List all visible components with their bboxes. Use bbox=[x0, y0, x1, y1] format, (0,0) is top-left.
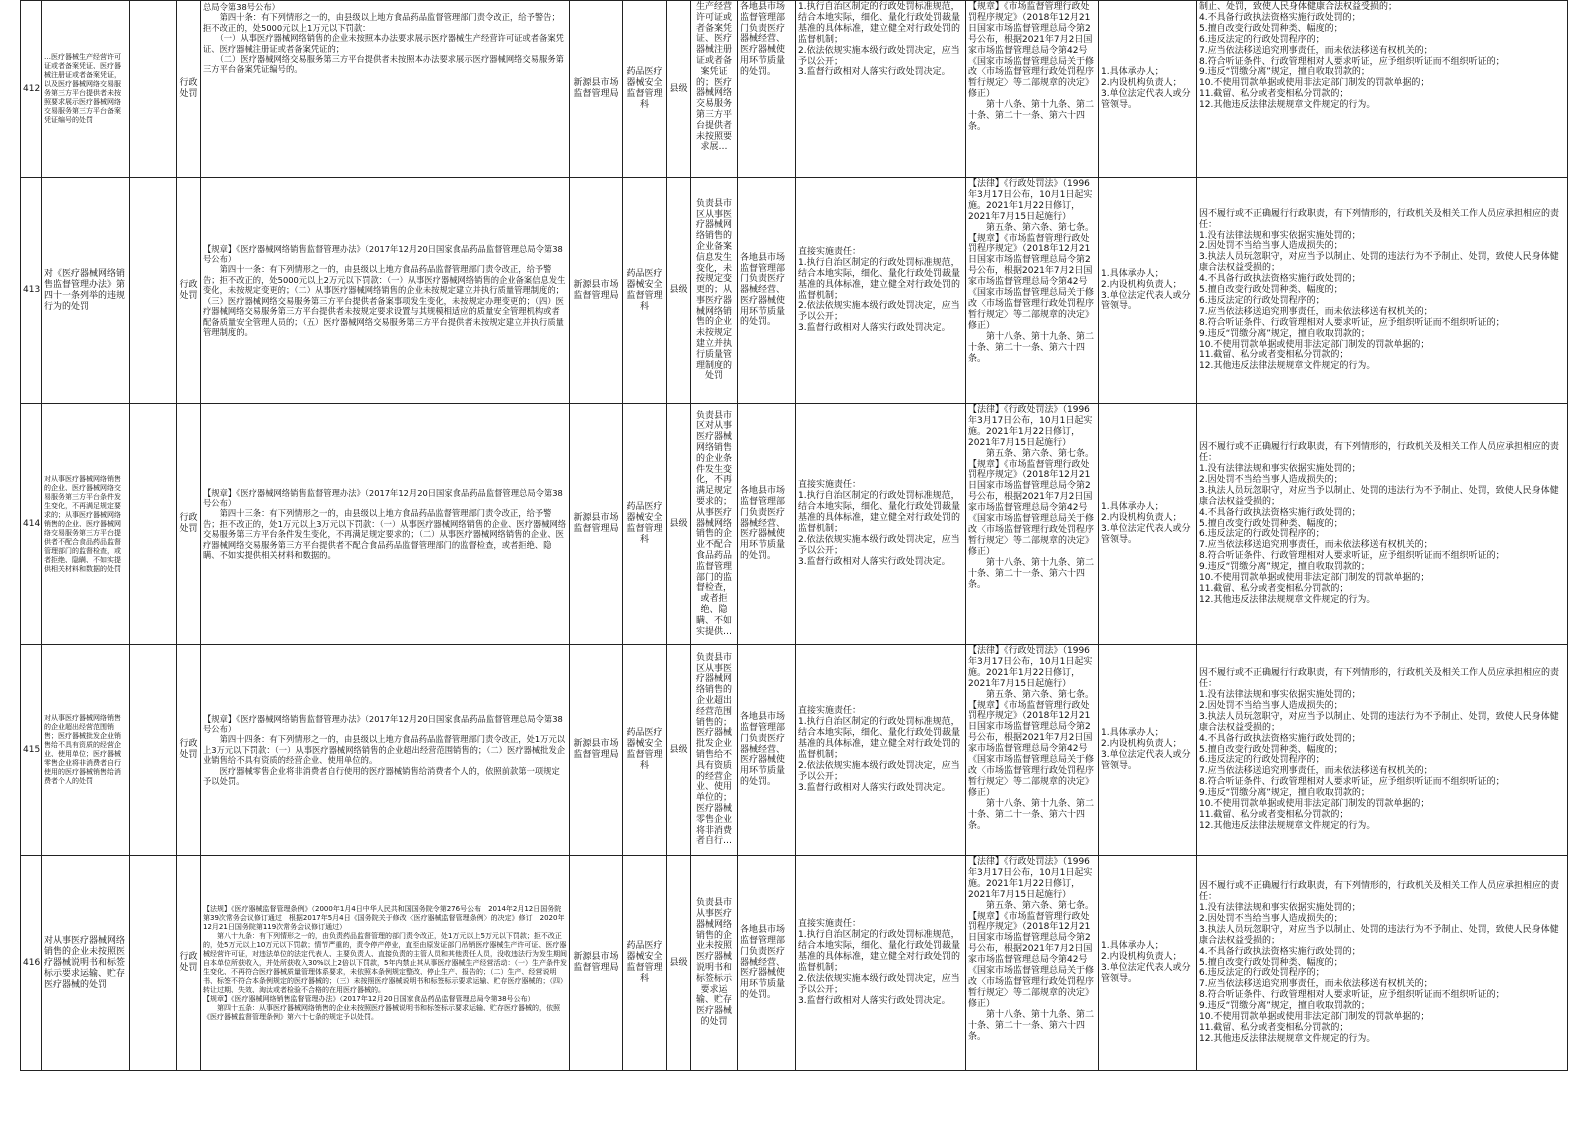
law-basis: 【法律】《行政处罚法》（1996年3月17日公布，10月1日起实施。2021年1月22日修订，2021年7月15日起施行） 第五条、第六条、第七条。 【规章】《市场监督管理行政处罚程序规定》（2018年12月21日国家市场监督管理总局令第2号公布，根据2021年7月2日国家市场监督管理总局令第42号《国家市场监督管理总局关于修改〈市场监督管理行政处罚程序暂行规定〉等二部规章的决定》修正） 第十八条、第十九条、第二十条、第二十一条、第六十四条。 bbox=[966, 856, 1099, 1071]
empty-cell bbox=[130, 645, 177, 856]
level: 县级 bbox=[667, 645, 691, 856]
department: 新源县市场监督管理局 bbox=[570, 404, 623, 645]
item-name: 对《医疗器械网络销售监督管理办法》第四十一条列举的违规行为的处罚 bbox=[42, 178, 130, 404]
sub-department: 药品医疗器械安全监督管理科 bbox=[623, 178, 667, 404]
row-number: 416 bbox=[21, 856, 42, 1071]
responsibility-scope: 负责县市从事医疗器械网络销售的企业未按照医疗器械说明书和标签标示要求运输、贮存医疗器械的处罚 bbox=[691, 856, 738, 1071]
legal-basis: 【规章】《医疗器械网络销售监督管理办法》（2017年12月20日国家食品药品监督管理总局令第38号公布） 第四十一条：有下列情形之一的，由县级以上地方食品药品监督管理部门责令改正，给予警告；拒不改正的，处5000元以上2万元以下罚款：（一）从事医疗器械网络销售的企业备案信息发生变化，未按规定变更的；（二）从事医疗器械网络销售的企业未按规定建立并执行质量管理制度的；（三）医疗器械网络交易服务第三方平台提供者备案事项发生变化，未按规定办理变更的；（四）医疗器械网络交易服务第三方平台提供者未按规定要求设置与其规模相适应的质量安全管理机构或者配备质量安全管理人员的；（五）医疗器械网络交易服务第三方平台提供者未按规定建立并执行质量管理制度的。 bbox=[201, 178, 570, 404]
table-row bbox=[21, 178, 1568, 404]
implementing-body: 各地县市场监督管理部门负责医疗器械经营、医疗器械使用环节质量的处罚。 bbox=[738, 856, 796, 1071]
sub-department: 药品医疗器械安全监督管理科 bbox=[623, 404, 667, 645]
responsible-persons: 1.具体承办人； 2.内设机构负责人； 3.单位法定代表人或分管领导。 bbox=[1099, 178, 1197, 404]
accountability-clauses: 因不履行或不正确履行行政职责，有下列情形的，行政机关及相关工作人员应承担相应的责任： 1.没有法律法规和事实依据实施处罚的； 2.因处罚不当给当事人造成损失的； 3.执法人员玩忽职守，对应当予以制止、处罚的违法行为不予制止、处罚，致使人民身体健康合法权益受损的； 4.不具备行政执法资格实施行政处罚的； 5.擅自改变行政处罚种类、幅度的； 6.违反法定的行政处罚程序的； 7.应当依法移送追究刑事责任，而未依法移送有权机关的； 8.符合听证条件、行政管理相对人要求听证，应予组织听证而不组织听证的； 9.违反“罚缴分离”规定，擅自收取罚款的； 10.不使用罚款单据或使用非法定部门制发的罚款单据的； 11.截留、私分或者变相私分罚款的； 12.其他违反法律法规规章文件规定的行为。 bbox=[1197, 178, 1568, 404]
sub-department: 药品医疗器械安全监督管理科 bbox=[623, 1, 667, 178]
responsibility-table bbox=[20, 0, 1568, 1071]
level: 县级 bbox=[667, 856, 691, 1071]
table-row bbox=[21, 1, 1568, 178]
empty-cell bbox=[130, 178, 177, 404]
direct-responsibility: 直接实施责任： 1.执行自治区制定的行政处罚标准规范，结合本地实际，细化、量化行政处罚裁量基准的具体标准，建立健全对行政处罚的监督机制； 2.依法依规实施本级行政处罚决定，应当予以公开； 3.监督行政相对人落实行政处罚决定。 bbox=[796, 856, 966, 1071]
department: 新源县市场监督管理局 bbox=[570, 645, 623, 856]
row-number: 415 bbox=[21, 645, 42, 856]
direct-responsibility: 直接实施责任： 1.执行自治区制定的行政处罚标准规范，结合本地实际，细化、量化行政处罚裁量基准的具体标准，建立健全对行政处罚的监督机制； 2.依法依规实施本级行政处罚决定，应当予以公开； 3.监督行政相对人落实行政处罚决定。 bbox=[796, 645, 966, 856]
level: 县级 bbox=[667, 1, 691, 178]
item-name: 对从事医疗器械网络销售的企业、医疗器械网络交易服务第三方平台条件发生变化，不再满足规定要求的；从事医疗器械网络销售的企业、医疗器械网络交易服务第三方平台提供者不配合食品药品监督管理部门的监督检查，或者拒绝、隐瞒、不如实提供相关材料和数据的处罚 bbox=[42, 404, 130, 645]
item-name: 对从事医疗器械网络销售的企业未按照医疗器械说明书和标签标示要求运输、贮存医疗器械的处罚 bbox=[42, 856, 130, 1071]
law-basis: 【规章】《市场监督管理行政处罚程序规定》（2018年12月21日国家市场监督管理总局令第2号公布，根据2021年7月2日国家市场监督管理总局令第42号《国家市场监督管理总局关于修改〈市场监督管理行政处罚程序暂行规定〉等二部规章的决定》修正） 第十八条、第十九条、第二十条、第二十一条、第六十四条。 bbox=[966, 1, 1099, 178]
empty-cell bbox=[130, 404, 177, 645]
implementing-body: 各地县市场监督管理部门负责医疗器械经营、医疗器械使用环节质量的处罚。 bbox=[738, 645, 796, 856]
table-row bbox=[21, 404, 1568, 645]
item-type: 行政处罚 bbox=[177, 856, 201, 1071]
legal-basis: 【规章】《医疗器械网络销售监督管理办法》（2017年12月20日国家食品药品监督管理总局令第38号公布） 第四十四条：有下列情形之一的，由县级以上地方食品药品监督管理部门责令改正，处1万元以上3万元以下罚款：（一）从事医疗器械网络销售的企业超出经营范围销售的；（二）医疗器械批发企业销售给不具有资质的经营企业、使用单位的。 医疗器械零售企业将非消费者自行使用的医疗器械销售给消费者个人的，依照前款第一项规定予以处罚。 bbox=[201, 645, 570, 856]
sub-department: 药品医疗器械安全监督管理科 bbox=[623, 856, 667, 1071]
law-basis: 【法律】《行政处罚法》（1996年3月17日公布，10月1日起实施。2021年1月22日修订，2021年7月15日起施行） 第五条、第六条、第七条。 【规章】《市场监督管理行政处罚程序规定》（2018年12月21日国家市场监督管理总局令第2号公布，根据2021年7月2日国家市场监督管理总局令第42号《国家市场监督管理总局关于修改〈市场监督管理行政处罚程序暂行规定〉等二部规章的决定》修正） 第十八条、第十九条、第二十条、第二十一条、第六十四条。 bbox=[966, 178, 1099, 404]
responsibility-scope: 负责县市区从事医疗器械网络销售的企业超出经营范围销售的；医疗器械批发企业销售给不具有资质的经营企业、使用单位的；医疗器械零售企业将非消费者自行… bbox=[691, 645, 738, 856]
responsible-persons: 1.具体承办人； 2.内设机构负责人； 3.单位法定代表人或分管领导。 bbox=[1099, 645, 1197, 856]
responsibility-scope: 生产经营许可证或者备案凭证、医疗器械注册证或者备案凭证的；医疗器械网络交易服务第三方平台提供者未按照要求展… bbox=[691, 1, 738, 178]
item-type: 行政处罚 bbox=[177, 178, 201, 404]
row-number: 414 bbox=[21, 404, 42, 645]
item-name: 对从事医疗器械网络销售的企业超出经营范围销售；医疗器械批发企业销售给不具有资质的经营企业、使用单位；医疗器械零售企业将非消费者自行使用的医疗器械销售给消费者个人的处罚 bbox=[42, 645, 130, 856]
item-type: 行政处罚 bbox=[177, 404, 201, 645]
department: 新源县市场监督管理局 bbox=[570, 178, 623, 404]
implementing-body: 各地县市场监督管理部门负责医疗器械经营、医疗器械使用环节质量的处罚。 bbox=[738, 178, 796, 404]
level: 县级 bbox=[667, 404, 691, 645]
empty-cell bbox=[130, 856, 177, 1071]
legal-basis: 总局令第38号公布） 第四十条：有下列情形之一的，由县级以上地方食品药品监督管理部门责令改正，给予警告；拒不改正的，处5000元以上1万元以下罚款： （一）从事医疗器械网络销售的企业未按照本办法要求展示医疗器械生产经营许可证或者备案凭证、医疗器械注册证或者备案凭证的； （二）医疗器械网络交易服务第三方平台提供者未按照本办法要求展示医疗器械网络交易服务第三方平台备案凭证编号的。 bbox=[201, 1, 570, 178]
responsible-persons: 1.具体承办人； 2.内设机构负责人； 3.单位法定代表人或分管领导。 bbox=[1099, 1, 1197, 178]
law-basis: 【法律】《行政处罚法》（1996年3月17日公布，10月1日起实施。2021年1月22日修订，2021年7月15日起施行） 第五条、第六条、第七条。 【规章】《市场监督管理行政处罚程序规定》（2018年12月21日国家市场监督管理总局令第2号公布，根据2021年7月2日国家市场监督管理总局令第42号《国家市场监督管理总局关于修改〈市场监督管理行政处罚程序暂行规定〉等二部规章的决定》修正） 第十八条、第十九条、第二十条、第二十一条、第六十四条。 bbox=[966, 404, 1099, 645]
department: 新源县市场监督管理局 bbox=[570, 856, 623, 1071]
document-page bbox=[20, 0, 1567, 1071]
law-basis: 【法律】《行政处罚法》（1996年3月17日公布，10月1日起实施。2021年1月22日修订，2021年7月15日起施行） 第五条、第六条、第七条。 【规章】《市场监督管理行政处罚程序规定》（2018年12月21日国家市场监督管理总局令第2号公布，根据2021年7月2日国家市场监督管理总局令第42号《国家市场监督管理总局关于修改〈市场监督管理行政处罚程序暂行规定〉等二部规章的决定》修正） 第十八条、第十九条、第二十条、第二十一条、第六十四条。 bbox=[966, 645, 1099, 856]
responsible-persons: 1.具体承办人； 2.内设机构负责人； 3.单位法定代表人或分管领导。 bbox=[1099, 856, 1197, 1071]
responsible-persons: 1.具体承办人； 2.内设机构负责人； 3.单位法定代表人或分管领导。 bbox=[1099, 404, 1197, 645]
direct-responsibility: 直接实施责任： 1.执行自治区制定的行政处罚标准规范，结合本地实际，细化、量化行政处罚裁量基准的具体标准，建立健全对行政处罚的监督机制； 2.依法依规实施本级行政处罚决定，应当予以公开； 3.监督行政相对人落实行政处罚决定。 bbox=[796, 404, 966, 645]
direct-responsibility: 直接实施责任： 1.执行自治区制定的行政处罚标准规范，结合本地实际，细化、量化行政处罚裁量基准的具体标准，建立健全对行政处罚的监督机制； 2.依法依规实施本级行政处罚决定，应当予以公开； 3.监督行政相对人落实行政处罚决定。 bbox=[796, 178, 966, 404]
item-name: …医疗器械生产经营许可证或者备案凭证、医疗器械注册证或者备案凭证，以及医疗器械网络交易服务第三方平台提供者未按照要求展示医疗器械网络交易服务第三方平台备案凭证编号的处罚 bbox=[42, 1, 130, 178]
table-row bbox=[21, 645, 1568, 856]
table-row bbox=[21, 856, 1568, 1071]
row-number: 412 bbox=[21, 1, 42, 178]
department: 新源县市场监督管理局 bbox=[570, 1, 623, 178]
item-type: 行政处罚 bbox=[177, 1, 201, 178]
accountability-clauses: 制止、处罚，致使人民身体健康合法权益受损的； 4.不具备行政执法资格实施行政处罚的； 5.擅自改变行政处罚种类、幅度的； 6.违反法定的行政处罚程序的； 7.应当依法移送追究刑事责任，而未依法移送有权机关的； 8.符合听证条件、行政管理相对人要求听证，应予组织听证而不组织听证的； 9.违反“罚缴分离”规定，擅自收取罚款的； 10.不使用罚款单据或使用非法定部门制发的罚款单据的； 11.截留、私分或者变相私分罚款的； 12.其他违反法律法规规章文件规定的行为。 bbox=[1197, 1, 1568, 178]
item-type: 行政处罚 bbox=[177, 645, 201, 856]
legal-basis: 【法规】《医疗器械监督管理条例》（2000年1月4日中华人民共和国国务院令第276号公布 2014年2月12日国务院第39次常务会议修订通过 根据2017年5月4日《国务院关于修改〈医疗器械监督管理条例〉的决定》修订 2020年12月21日国务院第119次常务会议修订通过） 第八十九条：有下列情形之一的，由负责药品监督管理的部门责令改正，处1万元以上5万元以下罚款；拒不改正的，处5万元以上10万元以下罚款；情节严重的，责令停产停业，直至由原发证部门吊销医疗器械生产许可证、医疗器械经营许可证，对违法单位的法定代表人、主要负责人、直接负责的主管人员和其他责任人员，没收违法行为发生期间自本单位所获收入，并处所获收入30%以上2倍以下罚款，5年内禁止其从事医疗器械生产经营活动：（一）生产条件发生变化、不再符合医疗器械质量管理体系要求，未依照本条例规定整改、停止生产、报告的；（二）生产、经营说明书、标签不符合本条例规定的医疗器械的；（三）未按照医疗器械说明书和标签标示要求运输、贮存医疗器械的；（四）转让过期、失效、淘汰或者检验不合格的在用医疗器械的。 【规章】《医疗器械网络销售监督管理办法》（2017年12月20日国家食品药品监督管理总局令第38号公布） 第四十五条：从事医疗器械网络销售的企业未按照医疗器械说明书和标签标示要求运输、贮存医疗器械的，依照《医疗器械监督管理条例》第六十七条的规定予以处罚。 bbox=[201, 856, 570, 1071]
accountability-clauses: 因不履行或不正确履行行政职责，有下列情形的，行政机关及相关工作人员应承担相应的责任： 1.没有法律法规和事实依据实施处罚的； 2.因处罚不当给当事人造成损失的； 3.执法人员玩忽职守，对应当予以制止、处罚的违法行为不予制止、处罚，致使人民身体健康合法权益受损的； 4.不具备行政执法资格实施行政处罚的； 5.擅自改变行政处罚种类、幅度的； 6.违反法定的行政处罚程序的； 7.应当依法移送追究刑事责任，而未依法移送有权机关的； 8.符合听证条件、行政管理相对人要求听证，应予组织听证而不组织听证的； 9.违反“罚缴分离”规定，擅自收取罚款的； 10.不使用罚款单据或使用非法定部门制发的罚款单据的； 11.截留、私分或者变相私分罚款的； 12.其他违反法律法规规章文件规定的行为。 bbox=[1197, 404, 1568, 645]
level: 县级 bbox=[667, 178, 691, 404]
accountability-clauses: 因不履行或不正确履行行政职责，有下列情形的，行政机关及相关工作人员应承担相应的责任： 1.没有法律法规和事实依据实施处罚的； 2.因处罚不当给当事人造成损失的； 3.执法人员玩忽职守，对应当予以制止、处罚的违法行为不予制止、处罚，致使人民身体健康合法权益受损的； 4.不具备行政执法资格实施行政处罚的； 5.擅自改变行政处罚种类、幅度的； 6.违反法定的行政处罚程序的； 7.应当依法移送追究刑事责任，而未依法移送有权机关的； 8.符合听证条件、行政管理相对人要求听证，应予组织听证而不组织听证的； 9.违反“罚缴分离”规定，擅自收取罚款的； 10.不使用罚款单据或使用非法定部门制发的罚款单据的； 11.截留、私分或者变相私分罚款的； 12.其他违反法律法规规章文件规定的行为。 bbox=[1197, 645, 1568, 856]
row-number: 413 bbox=[21, 178, 42, 404]
implementing-body: 各地县市场监督管理部门负责医疗器械经营、医疗器械使用环节质量的处罚。 bbox=[738, 1, 796, 178]
empty-cell bbox=[130, 1, 177, 178]
legal-basis: 【规章】《医疗器械网络销售监督管理办法》（2017年12月20日国家食品药品监督管理总局令第38号公布） 第四十三条：有下列情形之一的，由县级以上地方食品药品监督管理部门责令改正，给予警告；拒不改正的，处1万元以上3万元以下罚款：（一）从事医疗器械网络销售的企业、医疗器械网络交易服务第三方平台条件发生变化，不再满足规定要求的；（二）从事医疗器械网络销售的企业、医疗器械网络交易服务第三方平台提供者不配合食品药品监督管理部门的监督检查，或者拒绝、隐瞒、不如实提供相关材料和数据的。 bbox=[201, 404, 570, 645]
direct-responsibility: 1.执行自治区制定的行政处罚标准规范，结合本地实际，细化、量化行政处罚裁量基准的具体标准，建立健全对行政处罚的监督机制； 2.依法依规实施本级行政处罚决定，应当予以公开； 3.监督行政相对人落实行政处罚决定。 bbox=[796, 1, 966, 178]
responsibility-scope: 负责县市区对从事医疗器械网络销售的企业条件发生变化，不再满足规定要求的；从事医疗器械网络销售的企业不配合食品药品监督管理部门的监督检查，或者拒绝、隐瞒、不如实提供… bbox=[691, 404, 738, 645]
accountability-clauses: 因不履行或不正确履行行政职责，有下列情形的，行政机关及相关工作人员应承担相应的责任： 1.没有法律法规和事实依据实施处罚的； 2.因处罚不当给当事人造成损失的； 3.执法人员玩忽职守，对应当予以制止、处罚的违法行为不予制止、处罚，致使人民身体健康合法权益受损的； 4.不具备行政执法资格实施行政处罚的； 5.擅自改变行政处罚种类、幅度的； 6.违反法定的行政处罚程序的； 7.应当依法移送追究刑事责任，而未依法移送有权机关的； 8.符合听证条件、行政管理相对人要求听证，应予组织听证而不组织听证的； 9.违反“罚缴分离”规定，擅自收取罚款的； 10.不使用罚款单据或使用非法定部门制发的罚款单据的； 11.截留、私分或者变相私分罚款的； 12.其他违反法律法规规章文件规定的行为。 bbox=[1197, 856, 1568, 1071]
responsibility-scope: 负责县市区从事医疗器械网络销售的企业备案信息发生变化，未按规定变更的；从事医疗器械网络销售的企业未按规定建立并执行质量管理制度的处罚 bbox=[691, 178, 738, 404]
sub-department: 药品医疗器械安全监督管理科 bbox=[623, 645, 667, 856]
implementing-body: 各地县市场监督管理部门负责医疗器械经营、医疗器械使用环节质量的处罚。 bbox=[738, 404, 796, 645]
